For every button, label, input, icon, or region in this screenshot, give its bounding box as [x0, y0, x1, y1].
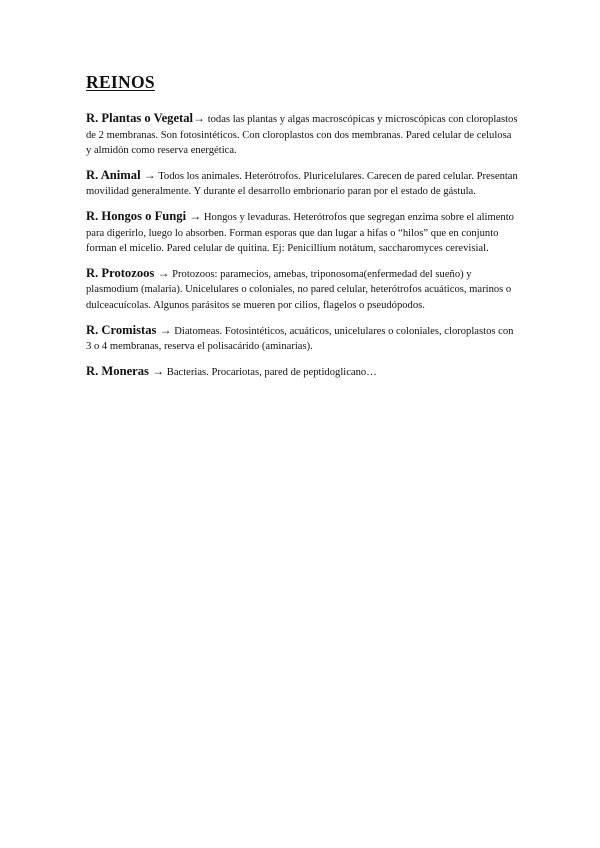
- section-text: Diatomeas. Fotosintéticos, acuáticos, unicelulares o coloniales, cloroplastos con 3 o 4 membranas, reserva el polisacárido (aminarias).: [86, 325, 514, 353]
- arrow-icon: →: [159, 322, 172, 337]
- section-plantas: [86, 111, 518, 159]
- document-page: [86, 72, 518, 389]
- section-text: Protozoos: paramecios, amebas, triponosoma(enfermedad del sueño) y plasmodium (malaria). Unicelulares o coloniales, no pared celular, heterótrofos acuáticos, marinos o dulceacuícolas. Algunos parásitos se mueren por cilios, flagelos o pseudópodos.: [86, 268, 512, 311]
- section-heading: R. Animal: [86, 167, 144, 182]
- section-animal: [86, 168, 518, 200]
- section-heading: R. Hongos o Fungi: [86, 208, 190, 223]
- arrow-icon: →: [152, 363, 165, 378]
- arrow-icon: →: [193, 111, 206, 125]
- section-text: todas las plantas y algas macroscópicas y microscópicas con cloroplastos de 2 membranas. Son fotosintéticos. Con cloroplastos con dos membranas. Pared celular de celulosa y almidón como reserva energética.: [86, 114, 518, 157]
- section-text: Hongos y levaduras. Heterótrofos que segregan enzima sobre el alimento para digerirlo, luego lo absorben. Forman esporas que dan lugar a hifas o “hilos” que en conjunto forman el micelio. Pared celular de quitina. Ej: Penicillium notátum, saccharomyces cerevisial.: [86, 211, 514, 255]
- section-heading: R. Moneras: [86, 363, 153, 378]
- arrow-icon: →: [189, 208, 202, 223]
- document-title: REINOS: [86, 72, 155, 92]
- section-text: Bacterias. Procariotas, pared de peptidoglicano…: [164, 366, 377, 378]
- section-heading: R. Plantas o Vegetal: [86, 111, 194, 125]
- section-protozoos: [86, 266, 518, 314]
- section-text: Todos los animales. Heterótrofos. Pluricelulares. Carecen de pared celular. Presentan movilidad generalmente. Y durante el desarrollo embrionario paran por el estado de gástula.: [86, 170, 518, 198]
- arrow-icon: →: [157, 265, 170, 280]
- section-heading: R. Protozoos: [86, 265, 158, 280]
- arrow-icon: →: [143, 167, 156, 182]
- section-cromistas: [86, 323, 518, 355]
- section-heading: R. Cromistas: [86, 322, 160, 337]
- section-hongos: [86, 209, 518, 257]
- section-moneras: [86, 364, 518, 381]
